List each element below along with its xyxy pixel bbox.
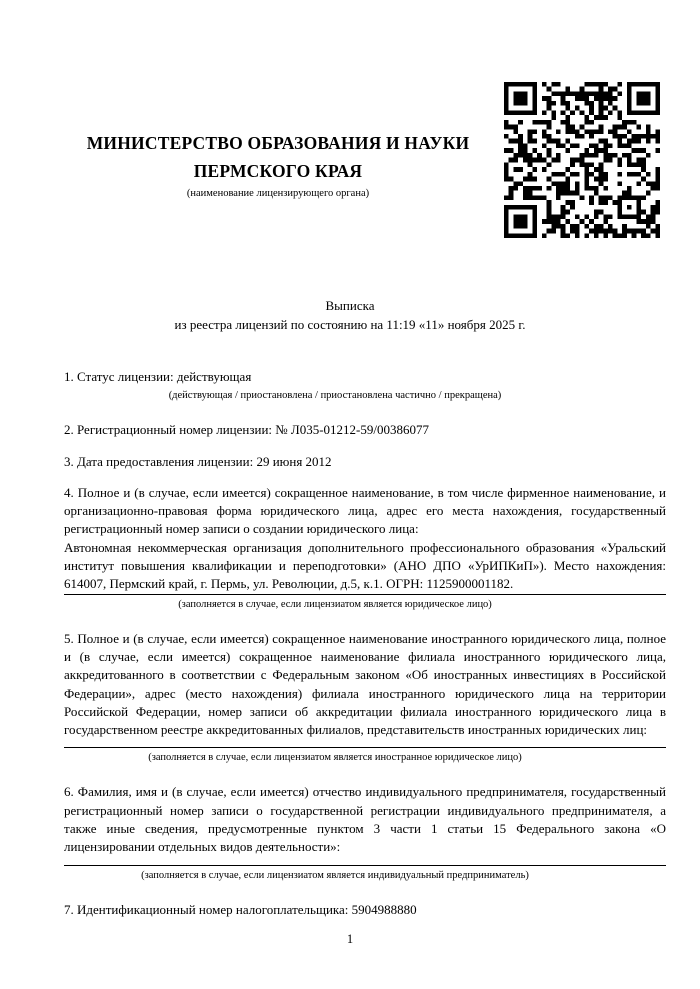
document-title-line2: из реестра лицензий по состоянию на 11:19 «11» ноября 2025 г.: [174, 317, 526, 332]
item-paragraph: Автономная некоммерческая организация дополнительного профессионального образования «Уральский институт повышения квалификации и переподготовки» (АНО ДПО «УрИПКиП»). Место нахождения: 614007, Пермский край, г. Пермь, ул. Революции, д.5, к.1. ОГРН: 1125900001182.: [64, 539, 666, 592]
license-item-3: [64, 453, 666, 471]
page-number: 1: [346, 931, 354, 946]
item-paragraph: 6. Фамилия, имя и (в случае, если имеется) отчество индивидуального предпринимателя, государственный регистрационный номер записи о государственной регистрации индивидуального предпринимателя, а также иные сведения, предусмотренные пунктом 3 части 1 статьи 15 Федерального закона «О лицензировании отдельных видов деятельности»:: [64, 784, 666, 855]
item-caption: (заполняется в случае, если лицензиатом является иностранное юридическое лицо): [148, 752, 522, 764]
licensing-authority-block: [64, 129, 492, 200]
document-title: [0, 296, 700, 334]
item-paragraph: 5. Полное и (в случае, если имеется) сокращенное наименование иностранного юридического лица, полное и (в случае, если имеется) сокращенное наименование филиала иностранного юридического лица, аккредитованного в соответствии с Федеральным законом «Об иностранных инвестициях в Российской Федерации», адрес (место нахождения) филиала иностранного юридического лица на территории Российской Федерации, номер записи об аккредитации филиала иностранного юридического лица в государственном реестре аккредитованных филиалов, представительств иностранных юридических лиц:: [64, 630, 666, 738]
license-item-7: [64, 901, 666, 919]
document-title-line1: Выписка: [325, 298, 375, 313]
license-item-6: [64, 783, 666, 881]
license-item-5: [64, 630, 666, 765]
ministry-name-line1: МИНИСТЕРСТВО ОБРАЗОВАНИЯ И НАУКИ: [86, 133, 470, 153]
item-paragraph: 4. Полное и (в случае, если имеется) сокращенное наименование, в том числе фирменное наименование, и организационно-правовая форма юридического лица, адрес его места нахождения, государственный регистрационный номер записи о создании юридического лица:: [64, 484, 666, 537]
license-item-4: [64, 484, 666, 611]
page-footer: [0, 932, 700, 947]
item-paragraph: 1. Статус лицензии: действующая: [64, 369, 252, 384]
item-caption: (заполняется в случае, если лицензиатом является индивидуальный предприниматель): [141, 869, 529, 881]
ministry-caption: (наименование лицензирующего органа): [186, 188, 370, 199]
document-body: [0, 368, 700, 919]
blank-field-rule: [64, 865, 666, 866]
blank-field-rule: [64, 747, 666, 748]
license-item-1: [64, 368, 666, 402]
blank-field-rule: [64, 594, 666, 595]
item-paragraph: 2. Регистрационный номер лицензии: № Л035-01212-59/00386077: [64, 422, 430, 438]
ministry-name-line2: ПЕРМСКОГО КРАЯ: [193, 161, 363, 181]
document-header: [0, 0, 700, 296]
item-caption: (действующая / приостановлена / приостановлена частично / прекращена): [168, 390, 502, 402]
license-item-2: [64, 421, 666, 439]
qr-code-icon: [504, 82, 660, 238]
items-list: [64, 368, 666, 919]
item-paragraph: 3. Дата предоставления лицензии: 29 июня 2012: [64, 453, 332, 469]
item-paragraph: 7. Идентификационный номер налогоплательщика: 5904988880: [64, 901, 417, 917]
item-caption: (заполняется в случае, если лицензиатом является юридическое лицо): [178, 598, 492, 610]
